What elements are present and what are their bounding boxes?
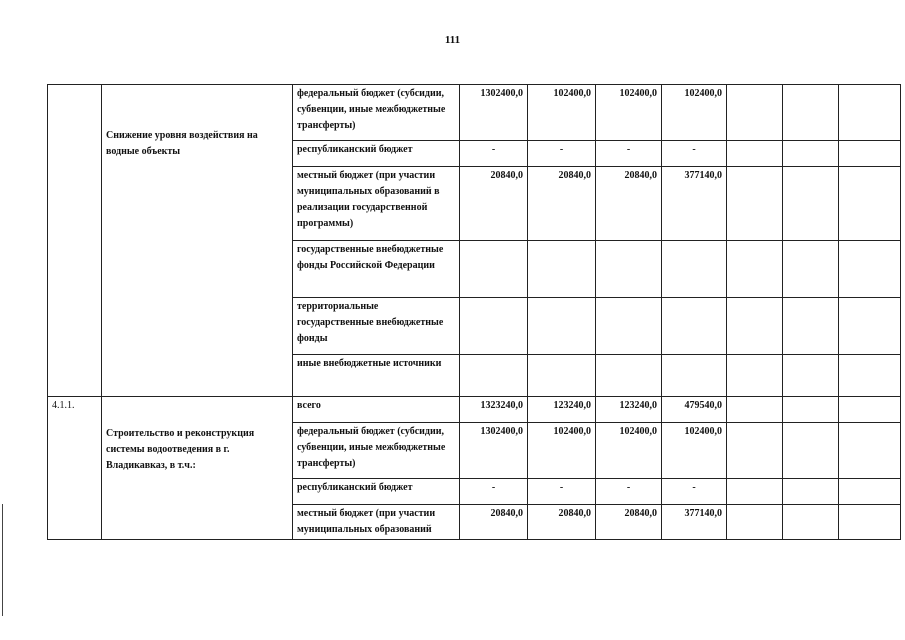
funding-source-cell: местный бюджет (при участии муниципальных образований в реализации государственной программы) xyxy=(293,167,460,241)
amount-cell-v1: 1302400,0 xyxy=(460,85,528,141)
amount-cell-v2: 102400,0 xyxy=(528,423,596,479)
margin-line xyxy=(2,504,3,616)
amount-cell-v4: 377140,0 xyxy=(662,167,727,241)
funding-source-cell: государственные внебюджетные фонды Российской Федерации xyxy=(293,241,460,298)
empty-cell xyxy=(839,505,901,540)
empty-cell xyxy=(727,141,783,167)
empty-cell xyxy=(727,298,783,355)
table-row xyxy=(48,85,901,141)
amount-cell-v1: 20840,0 xyxy=(460,505,528,540)
empty-cell xyxy=(839,85,901,141)
amount-cell-v3: - xyxy=(596,479,662,505)
funding-source-cell: федеральный бюджет (субсидии, субвенции, иные межбюджетные трансферты) xyxy=(293,423,460,479)
amount-cell-v3: 123240,0 xyxy=(596,397,662,423)
amount-cell-v4: 102400,0 xyxy=(662,423,727,479)
amount-cell-v1: - xyxy=(460,479,528,505)
amount-cell-v3 xyxy=(596,241,662,298)
empty-cell xyxy=(783,298,839,355)
funding-source-cell: иные внебюджетные источники xyxy=(293,355,460,397)
amount-cell-v4: 102400,0 xyxy=(662,85,727,141)
amount-cell-v2 xyxy=(528,241,596,298)
empty-cell xyxy=(839,423,901,479)
amount-cell-v4: - xyxy=(662,479,727,505)
amount-cell-v1 xyxy=(460,355,528,397)
budget-table xyxy=(47,84,901,540)
empty-cell xyxy=(783,397,839,423)
activity-name-cell xyxy=(102,397,293,540)
page-number: 111 xyxy=(444,34,461,46)
amount-cell-v2: - xyxy=(528,141,596,167)
empty-cell xyxy=(839,479,901,505)
empty-cell xyxy=(839,397,901,423)
table-row xyxy=(48,397,901,423)
amount-cell-v1 xyxy=(460,298,528,355)
amount-cell-v4 xyxy=(662,241,727,298)
amount-cell-v3: 20840,0 xyxy=(596,505,662,540)
funding-source-cell: республиканский бюджет xyxy=(293,479,460,505)
amount-cell-v2 xyxy=(528,355,596,397)
amount-cell-v1: - xyxy=(460,141,528,167)
amount-cell-v4: 377140,0 xyxy=(662,505,727,540)
activity-name-cell xyxy=(102,85,293,397)
amount-cell-v1: 20840,0 xyxy=(460,167,528,241)
funding-source-cell: всего xyxy=(293,397,460,423)
empty-cell xyxy=(783,355,839,397)
funding-source-cell: территориальные государственные внебюджетные фонды xyxy=(293,298,460,355)
amount-cell-v3 xyxy=(596,355,662,397)
amount-cell-v2: 102400,0 xyxy=(528,85,596,141)
amount-cell-v3 xyxy=(596,298,662,355)
item-code-cell xyxy=(48,85,102,397)
amount-cell-v4: - xyxy=(662,141,727,167)
empty-cell xyxy=(783,505,839,540)
amount-cell-v4: 479540,0 xyxy=(662,397,727,423)
amount-cell-v3: - xyxy=(596,141,662,167)
empty-cell xyxy=(727,479,783,505)
empty-cell xyxy=(727,505,783,540)
empty-cell xyxy=(727,167,783,241)
activity-name: Строительство и реконструкция системы водоотведения в г. Владикавказ, в т.ч.: xyxy=(106,428,255,471)
empty-cell xyxy=(783,167,839,241)
empty-cell xyxy=(727,85,783,141)
empty-cell xyxy=(839,355,901,397)
amount-cell-v3: 102400,0 xyxy=(596,85,662,141)
amount-cell-v3: 20840,0 xyxy=(596,167,662,241)
empty-cell xyxy=(727,423,783,479)
empty-cell xyxy=(839,298,901,355)
empty-cell xyxy=(839,167,901,241)
empty-cell xyxy=(783,479,839,505)
empty-cell xyxy=(783,241,839,298)
amount-cell-v4 xyxy=(662,298,727,355)
funding-source-cell: местный бюджет (при участии муниципальных образований xyxy=(293,505,460,540)
amount-cell-v1: 1323240,0 xyxy=(460,397,528,423)
activity-name: Снижение уровня воздействия на водные объекты xyxy=(106,130,258,157)
funding-source-cell: республиканский бюджет xyxy=(293,141,460,167)
amount-cell-v2: - xyxy=(528,479,596,505)
empty-cell xyxy=(783,423,839,479)
empty-cell xyxy=(839,241,901,298)
amount-cell-v2: 20840,0 xyxy=(528,167,596,241)
item-code-cell: 4.1.1. xyxy=(48,397,102,540)
amount-cell-v2: 20840,0 xyxy=(528,505,596,540)
funding-source-cell: федеральный бюджет (субсидии, субвенции, иные межбюджетные трансферты) xyxy=(293,85,460,141)
amount-cell-v2: 123240,0 xyxy=(528,397,596,423)
empty-cell xyxy=(783,141,839,167)
empty-cell xyxy=(727,241,783,298)
amount-cell-v1: 1302400,0 xyxy=(460,423,528,479)
empty-cell xyxy=(727,355,783,397)
amount-cell-v1 xyxy=(460,241,528,298)
amount-cell-v4 xyxy=(662,355,727,397)
empty-cell xyxy=(839,141,901,167)
empty-cell xyxy=(727,397,783,423)
empty-cell xyxy=(783,85,839,141)
amount-cell-v3: 102400,0 xyxy=(596,423,662,479)
amount-cell-v2 xyxy=(528,298,596,355)
